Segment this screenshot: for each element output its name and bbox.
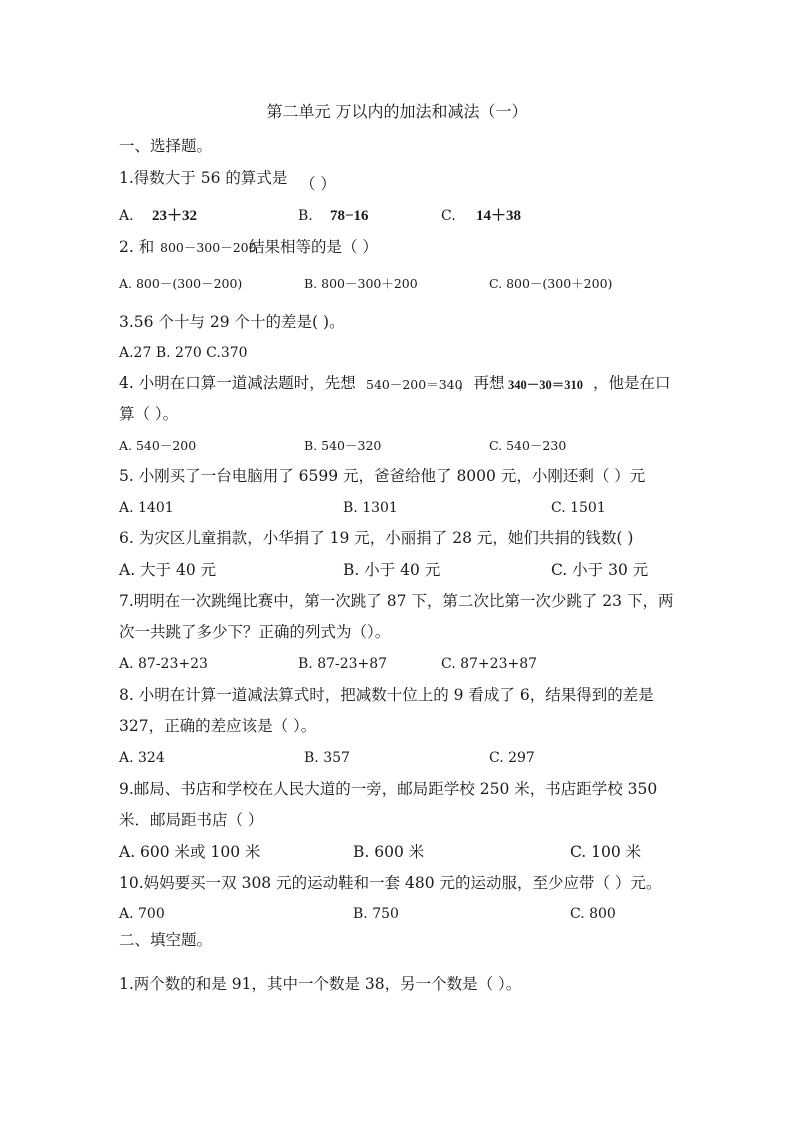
question-6-stem: 6. 为灾区儿童捐款，小华捐了 19 元，小丽捐了 28 元，她们共捐的钱数( ) — [119, 529, 634, 547]
question-5-option-b: B. 1301 — [343, 500, 398, 516]
question-9-option-b: B. 600 米 — [353, 843, 425, 861]
question-8-option-c: C. 297 — [489, 750, 535, 766]
question-2-option-b: B. 800－300＋200 — [304, 276, 418, 291]
question-4-option-b: B. 540－320 — [304, 438, 382, 453]
question-4-stem-b: ，再想 — [458, 374, 505, 392]
question-3-options: A.27 B. 270 C.370 — [119, 345, 248, 361]
question-4-expression-1: 540－200＝340 — [366, 377, 463, 392]
question-7-option-c: C. 87+23+87 — [441, 656, 538, 672]
question-10-stem: 10.妈妈要买一双 308 元的运动鞋和一套 480 元的运动服，至少应带（ ）元。 — [119, 874, 662, 892]
question-8-option-a: A. 324 — [119, 750, 165, 766]
question-7-option-b: B. 87-23+87 — [298, 656, 388, 672]
question-2-expression: 800－300－200 — [160, 240, 257, 255]
question-4-option-a: A. 540－200 — [119, 438, 197, 453]
question-10-option-c: C. 800 — [570, 906, 616, 922]
question-7-stem: 7.明明在一次跳绳比赛中，第一次跳了 87 下，第二次比第一次少跳了 23 下，两 — [119, 592, 674, 610]
section-heading-choice: 一、选择题。 — [119, 137, 213, 155]
question-10-option-b: B. 750 — [353, 906, 399, 922]
question-1-option-c-label: C. — [441, 208, 456, 224]
question-2-stem-a: 2. 和 — [119, 238, 155, 256]
question-4-expression-2: 340－30＝310 — [508, 378, 584, 392]
question-1-option-c: 14＋38 — [476, 208, 522, 224]
question-9-stem: 9.邮局、书店和学校在人民大道的一旁，邮局距学校 250 米，书店距学校 350 — [119, 780, 658, 798]
question-6-option-a: A. 大于 40 元 — [119, 561, 217, 579]
question-2-option-c: C. 800－(300＋200) — [489, 276, 613, 291]
question-1-option-b-label: B. — [298, 208, 313, 224]
question-10-option-a: A. 700 — [119, 906, 165, 922]
page-title: 第二单元 万以内的加法和减法（一） — [266, 102, 528, 121]
question-8-stem: 8. 小明在计算一道减法算式时，把减数十位上的 9 看成了 6，结果得到的差是 — [119, 686, 654, 704]
question-4-stem-line2: 算（ ）。 — [119, 405, 179, 423]
question-7-stem-line2: 次一共跳了多少下？正确的列式为（）。 — [119, 623, 391, 641]
question-9-option-c: C. 100 米 — [570, 843, 642, 861]
question-1-option-a-label: A. — [119, 208, 134, 224]
question-7-option-a: A. 87-23+23 — [119, 656, 208, 672]
question-8-stem-line2: 327，正确的差应该是（ ）。 — [119, 717, 317, 735]
question-4-stem-c: ，他是在口 — [593, 374, 671, 392]
question-8-option-b: B. 357 — [304, 750, 350, 766]
question-1-blank: （ ） — [300, 175, 336, 193]
question-6-option-c: C. 小于 30 元 — [551, 561, 649, 579]
question-5-stem: 5. 小刚买了一台电脑用了 6599 元，爸爸给他了 8000 元，小刚还剩（ ）元 — [119, 467, 646, 485]
question-2-option-a: A. 800－(300－200) — [119, 276, 243, 291]
question-1-stem: 1.得数大于 56 的算式是 — [119, 169, 288, 187]
question-1-option-a: 23＋32 — [152, 208, 198, 224]
question-9-option-a: A. 600 米或 100 米 — [119, 843, 261, 861]
question-4-option-c: C. 540－230 — [489, 438, 567, 453]
question-4-stem-a: 4. 小明在口算一道减法题时，先想 — [119, 374, 356, 392]
section-heading-fill: 二、填空题。 — [119, 931, 213, 949]
question-5-option-c: C. 1501 — [551, 500, 606, 516]
question-1-option-b: 78−16 — [330, 208, 369, 224]
question-2-stem-b: 结果相等的是（ ） — [249, 238, 378, 256]
question-3-stem: 3.56 个十与 29 个十的差是( )。 — [119, 313, 345, 331]
fill-question-1-stem: 1.两个数的和是 91，其中一个数是 38，另一个数是（ ）。 — [119, 975, 522, 993]
question-6-option-b: B. 小于 40 元 — [343, 561, 441, 579]
question-9-stem-line2: 米．邮局距书店（ ） — [119, 811, 264, 829]
question-5-option-a: A. 1401 — [119, 500, 174, 516]
